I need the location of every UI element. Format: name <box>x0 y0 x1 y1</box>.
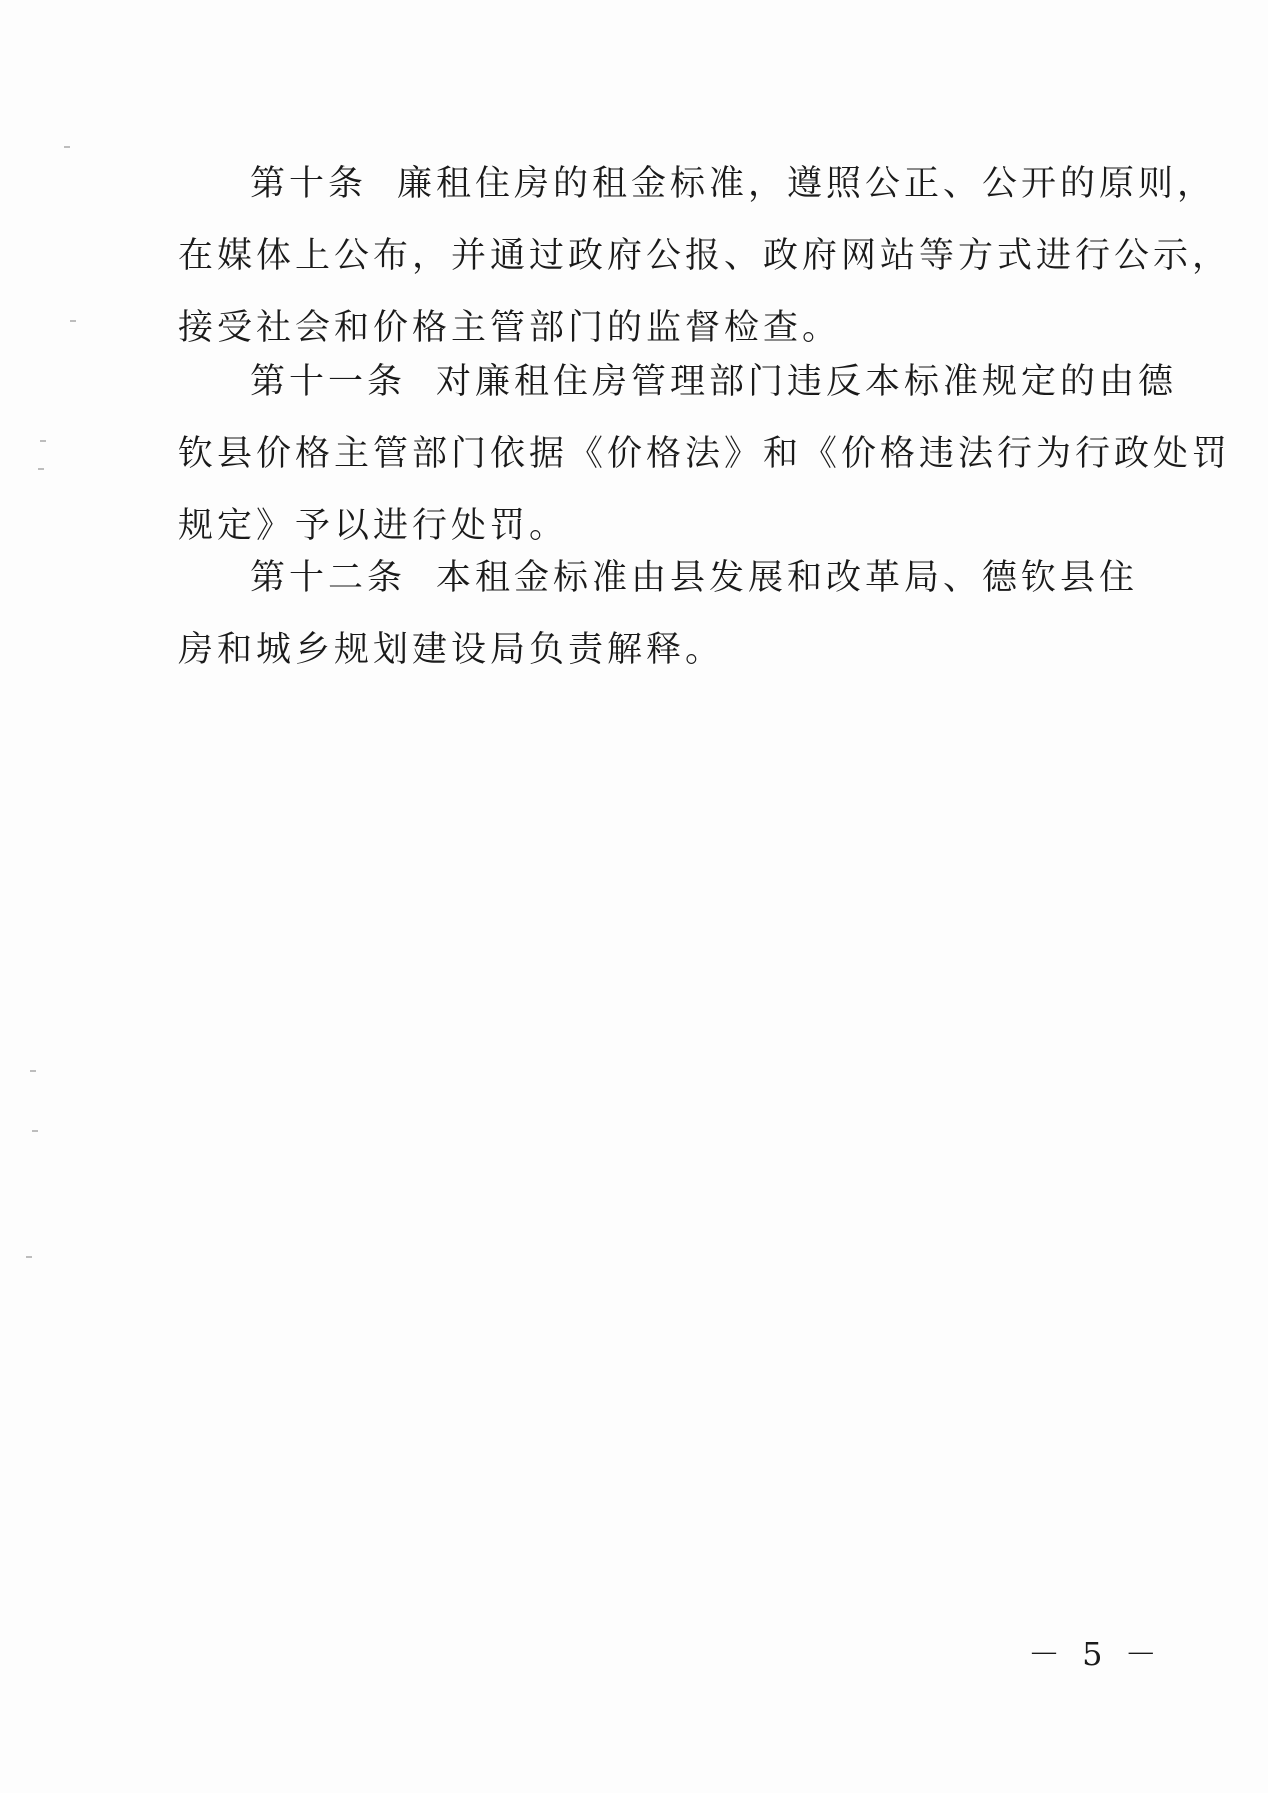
scan-speck <box>64 146 70 148</box>
article-12 <box>178 542 1139 686</box>
page-number: － 5 － <box>1028 1635 1163 1673</box>
scan-speck <box>32 1130 38 1132</box>
article-11-text-1: 对廉租住房管理部门违反本标准规定的由德 <box>436 362 1178 402</box>
article-11-line-3: 规定》予以进行处罚。 <box>178 506 569 546</box>
article-10-line-2: 在媒体上公布，并通过政府公报、政府网站等方式进行公示， <box>178 236 1232 276</box>
article-11-line-1 <box>178 346 1178 418</box>
article-11-line-2: 钦县价格主管部门依据《价格法》和《价格违法行为行政处罚 <box>178 434 1232 474</box>
scan-speck <box>70 320 76 322</box>
article-10-line-3: 接受社会和价格主管部门的监督检查。 <box>178 308 842 348</box>
article-12-line-2: 房和城乡规划建设局负责解释。 <box>178 630 725 670</box>
article-11-number: 第十一条 <box>250 362 407 402</box>
article-11 <box>178 346 1232 562</box>
article-12-text-1: 本租金标准由县发展和改革局、德钦县住 <box>436 558 1139 598</box>
article-10 <box>178 148 1232 364</box>
article-10-number: 第十条 <box>250 164 368 204</box>
article-12-line-1 <box>178 542 1139 614</box>
article-10-text-1: 廉租住房的租金标准，遵照公正、公开的原则， <box>397 164 1217 204</box>
article-12-number: 第十二条 <box>250 558 407 598</box>
scan-speck <box>26 1256 32 1258</box>
scan-speck <box>30 1070 36 1072</box>
scan-speck <box>38 468 44 470</box>
scan-speck <box>40 440 46 442</box>
article-10-line-1 <box>178 148 1217 220</box>
